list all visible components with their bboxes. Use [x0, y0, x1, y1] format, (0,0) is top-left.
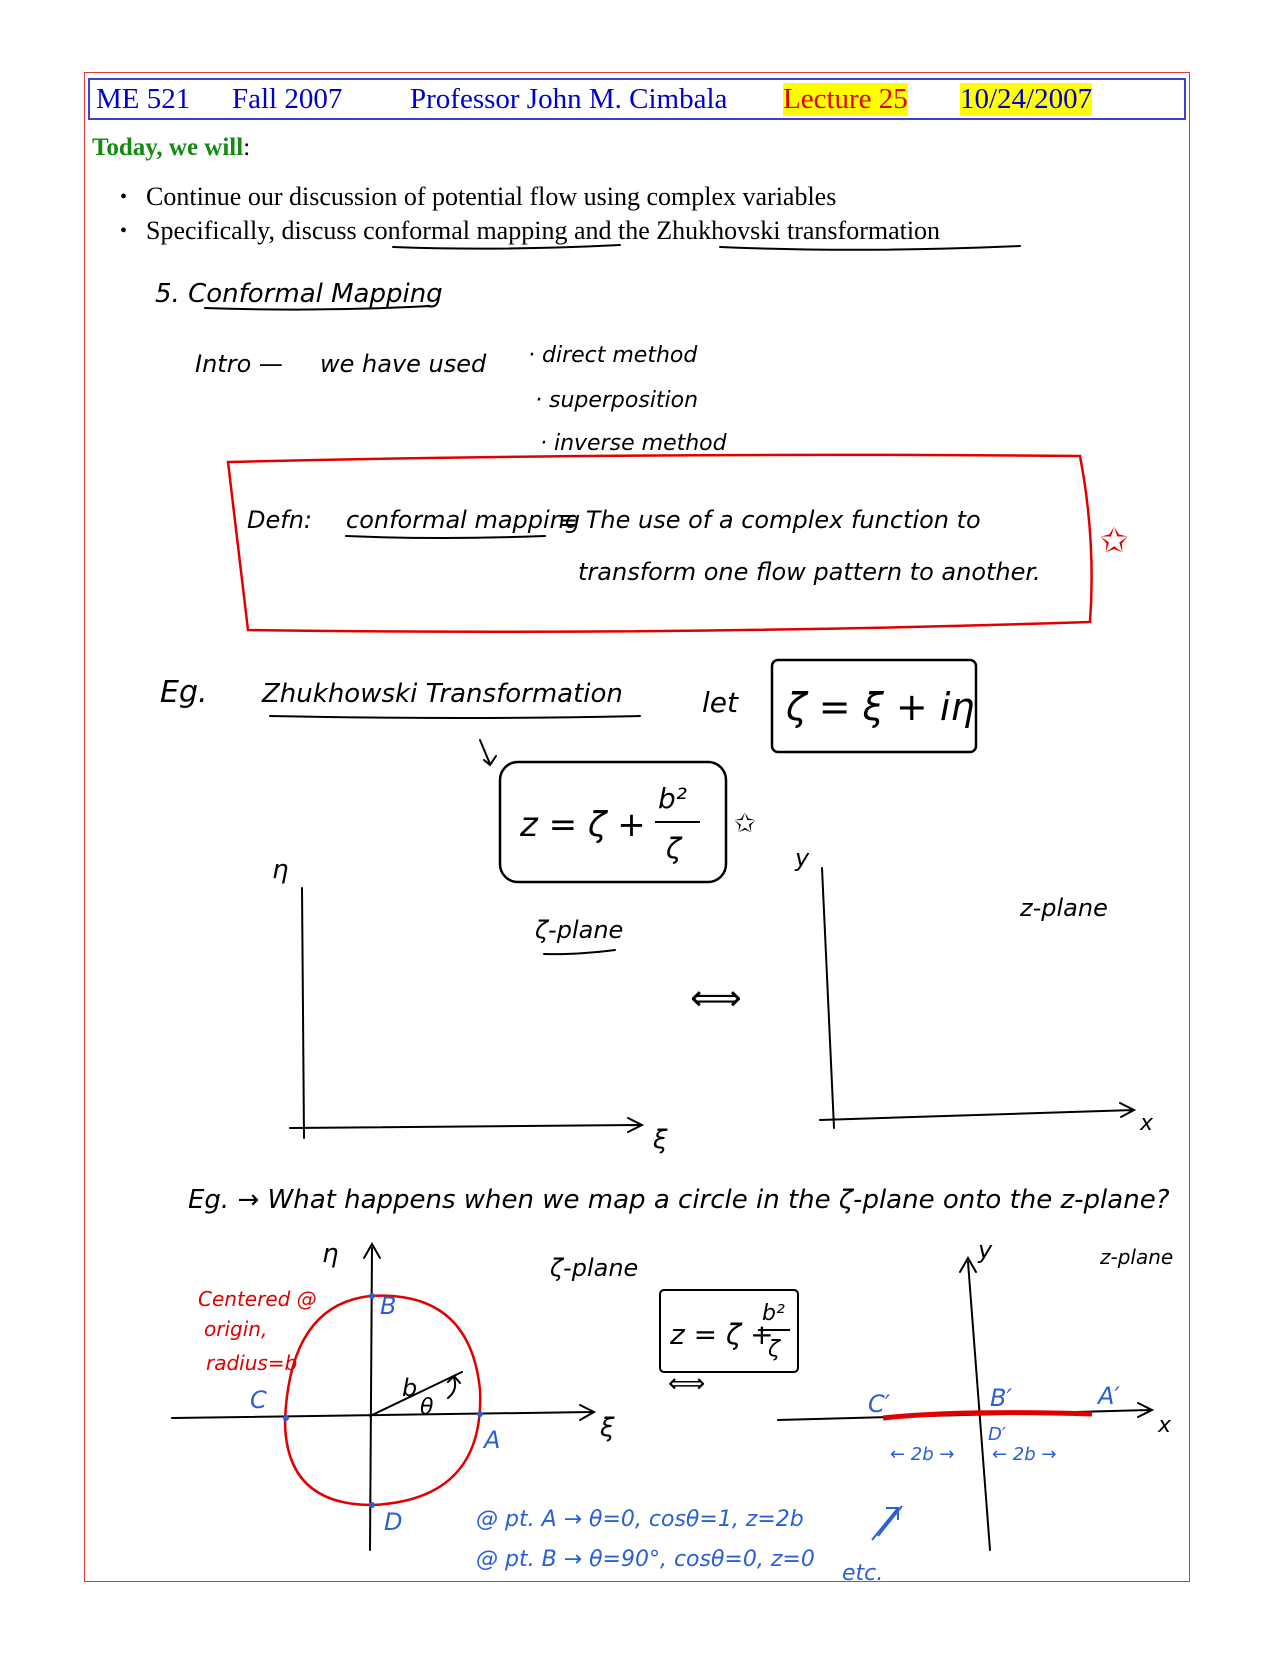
- lower-zeta-plane-label: ζ-plane: [550, 1254, 639, 1282]
- point-d-label: D: [384, 1508, 403, 1536]
- professor: Professor John M. Cimbala: [410, 83, 728, 115]
- intro-heading: Today, we will:: [92, 134, 251, 161]
- point-b-marker: [369, 1293, 375, 1299]
- intro-text: we have used: [320, 350, 487, 378]
- term: Fall 2007: [232, 83, 343, 115]
- lecture-number: Lecture 25: [783, 83, 908, 115]
- underline-zhukhovski: [720, 246, 1020, 250]
- theta-label: θ: [420, 1395, 434, 1420]
- lower-axis-xi: ξ: [600, 1413, 615, 1443]
- small-transform-num: b²: [762, 1301, 785, 1326]
- term-zhukhovski: Zhukhovski transformation: [656, 216, 941, 245]
- radius-label: b: [402, 1374, 418, 1402]
- section-title: 5. Conformal Mapping: [155, 279, 443, 309]
- z-axis-y: [822, 868, 834, 1128]
- underline-example-title: [270, 716, 640, 718]
- small-transform-den: ζ: [768, 1337, 780, 1362]
- point-b-label: B: [380, 1292, 397, 1320]
- small-transform-lhs: z = ζ +: [670, 1318, 774, 1351]
- lower-axis-x: x: [1158, 1413, 1172, 1438]
- point-c-label: C: [250, 1386, 267, 1414]
- bullet-item: • Continue our discussion of potential flow using complex variables: [118, 180, 940, 214]
- zeta-definition: ζ = ξ + iη: [786, 685, 975, 729]
- bullet-item: • Specifically, discuss conformal mapping and the Zhukhovski transformation: [118, 214, 940, 248]
- lower-axis-y: y: [978, 1236, 993, 1264]
- zeta-axis-xi: [290, 1118, 642, 1132]
- transform-denominator: ζ: [666, 832, 682, 865]
- z-plane-label: z-plane: [1020, 894, 1108, 922]
- lower-z-plane-label: z-plane: [1100, 1245, 1174, 1269]
- point-c2-label: C′: [868, 1390, 891, 1418]
- question-text: Eg. → What happens when we map a circle in the ζ-plane onto the z-plane?: [188, 1185, 1170, 1215]
- underline-zeta-plane: [544, 950, 615, 954]
- point-a-marker: [477, 1411, 483, 1417]
- transform-numerator: b²: [658, 782, 687, 815]
- theta-arc: [448, 1376, 460, 1398]
- double-arrow-icon: ⟺: [690, 978, 742, 1019]
- zeta-axis-eta: [302, 888, 304, 1138]
- circle-in-zeta-plane: [285, 1296, 480, 1505]
- underline-conformal: [393, 245, 620, 249]
- star-icon: ✩: [1100, 521, 1129, 561]
- z-lower-y-axis: [960, 1258, 990, 1550]
- point-b2-label: B′: [990, 1384, 1012, 1412]
- circle-note-1: Centered @: [198, 1287, 317, 1311]
- small-double-arrow-icon: ⟺: [668, 1369, 706, 1399]
- definition-line-2: transform one flow pattern to another.: [578, 558, 1041, 586]
- calc-line-1: @ pt. A → θ=0, cosθ=1, z=2b: [476, 1507, 804, 1532]
- zeta-plane-label: ζ-plane: [535, 916, 624, 944]
- lecture-date: 10/24/2007: [960, 83, 1093, 115]
- definition-box: [228, 455, 1092, 632]
- circle-note-2: origin,: [204, 1317, 268, 1341]
- pointer-arrow: [480, 740, 496, 765]
- example-title: Zhukhowski Transformation: [262, 679, 623, 709]
- dim-left: ← 2b →: [890, 1444, 955, 1465]
- axis-x-label: x: [1140, 1111, 1154, 1136]
- axis-xi-label: ξ: [653, 1125, 668, 1155]
- intro-label: Intro —: [195, 350, 283, 378]
- etc-arrow: [872, 1506, 902, 1540]
- axis-y-label: y: [795, 844, 810, 872]
- calc-line-2: @ pt. B → θ=90°, cosθ=0, z=0: [476, 1547, 815, 1572]
- dim-right: ← 2b →: [992, 1444, 1057, 1465]
- point-d2-label: D′: [988, 1424, 1006, 1445]
- z-axis-x: [820, 1103, 1134, 1120]
- term-conformal-mapping: conformal mapping: [363, 216, 568, 245]
- example-label: Eg.: [160, 675, 208, 710]
- underline-definition-term: [346, 536, 545, 538]
- point-d-marker: [369, 1502, 375, 1508]
- lower-axis-eta: η: [322, 1239, 339, 1269]
- point-a2-label: A′: [1098, 1382, 1120, 1410]
- star-icon: ✩: [734, 809, 756, 839]
- course-code: ME 521: [96, 83, 191, 115]
- point-a-label: A: [484, 1426, 501, 1454]
- definition-label: Defn:: [247, 506, 312, 534]
- point-c-marker: [283, 1415, 289, 1421]
- method-3: · inverse method: [540, 431, 727, 456]
- axis-eta-label: η: [272, 855, 289, 885]
- method-2: · superposition: [535, 388, 699, 413]
- circle-note-3: radius=b: [206, 1351, 298, 1375]
- definition-line-1: ≡ The use of a complex function to: [558, 506, 981, 534]
- definition-term: conformal mapping: [346, 506, 581, 534]
- method-1: · direct method: [528, 343, 698, 368]
- transform-lhs: z = ζ +: [520, 805, 646, 845]
- let-text: let: [702, 686, 738, 719]
- etc-text: etc.: [842, 1561, 884, 1586]
- zeta-lower-xi-axis: [172, 1405, 594, 1420]
